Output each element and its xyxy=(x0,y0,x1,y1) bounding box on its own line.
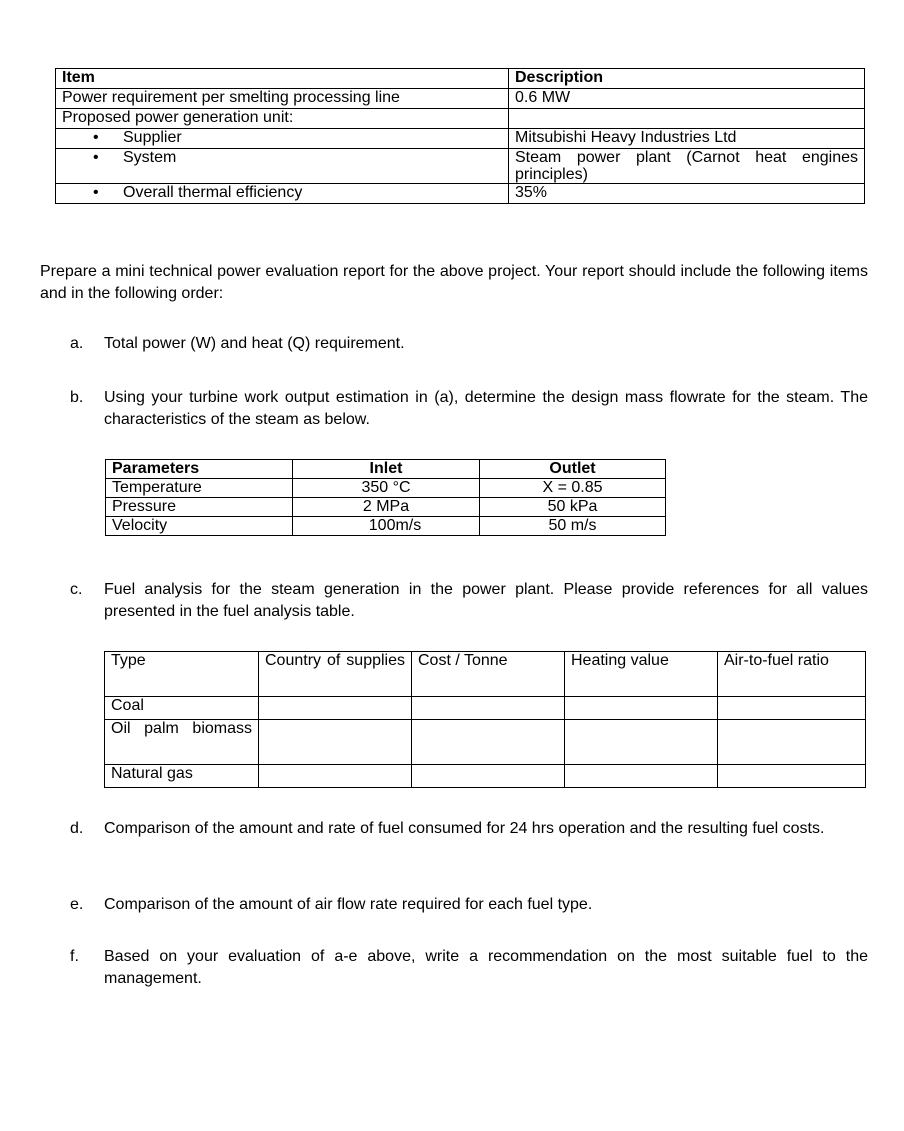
table-cell: 350 °C xyxy=(293,479,480,498)
table-cell xyxy=(412,765,565,788)
list-item-text: Based on your evaluation of a-e above, write a recommendation on the most suitable fuel to the management. xyxy=(104,948,868,987)
table-cell xyxy=(565,765,718,788)
list-item-label: e. xyxy=(70,896,84,913)
column-header-air-fuel-ratio: Air-to-fuel ratio xyxy=(718,652,866,697)
list-item-label: d. xyxy=(70,820,84,837)
table-row xyxy=(105,765,866,788)
table-cell xyxy=(718,720,866,765)
table-row xyxy=(56,184,865,204)
table-cell: Temperature xyxy=(106,479,293,498)
list-item-text: Comparison of the amount and rate of fuel consumed for 24 hrs operation and the resulting fuel costs. xyxy=(104,820,825,837)
list-item xyxy=(70,333,868,355)
column-header-description: Description xyxy=(509,69,865,89)
bullet-text: Supplier xyxy=(123,129,182,146)
column-header-cost: Cost / Tonne xyxy=(412,652,565,697)
table-row xyxy=(105,697,866,720)
table-cell xyxy=(718,765,866,788)
column-header-heating-value: Heating value xyxy=(565,652,718,697)
bullet-icon: • xyxy=(93,184,99,201)
table-cell xyxy=(259,720,412,765)
table-cell: X = 0.85 xyxy=(480,479,666,498)
column-header-outlet: Outlet xyxy=(480,460,666,479)
table-row xyxy=(106,498,666,517)
table-cell xyxy=(259,765,412,788)
table-cell xyxy=(718,697,866,720)
table-row xyxy=(56,89,865,109)
table-cell xyxy=(509,109,865,129)
table-cell xyxy=(412,720,565,765)
table-row xyxy=(106,479,666,498)
table-cell: Proposed power generation unit: xyxy=(56,109,509,129)
column-header-type: Type xyxy=(105,652,259,697)
table-cell xyxy=(56,184,509,204)
list-item xyxy=(70,818,868,840)
table-row xyxy=(56,149,865,184)
power-requirement-table xyxy=(55,68,865,204)
intro-paragraph: Prepare a mini technical power evaluation report for the above project. Your report should include the following items and in the following order: xyxy=(40,263,868,302)
table-header-row xyxy=(105,652,866,697)
table-cell: Oil palm biomass xyxy=(105,720,259,765)
list-item xyxy=(70,387,868,431)
table-cell: Natural gas xyxy=(105,765,259,788)
column-header-country: Country of supplies xyxy=(259,652,412,697)
table-cell: 100m/s xyxy=(293,517,480,536)
table-row xyxy=(56,129,865,149)
table-cell: 50 kPa xyxy=(480,498,666,517)
list-item-label: b. xyxy=(70,389,84,406)
table-cell: Velocity xyxy=(106,517,293,536)
table-cell: 50 m/s xyxy=(480,517,666,536)
bullet-icon: • xyxy=(93,149,99,166)
table-cell: Steam power plant (Carnot heat engines principles) xyxy=(509,149,865,184)
table-header-row xyxy=(106,460,666,479)
bullet-text: Overall thermal efficiency xyxy=(123,184,303,201)
table-cell xyxy=(565,697,718,720)
table-cell xyxy=(56,149,509,184)
table-cell xyxy=(259,697,412,720)
table-cell: 35% xyxy=(509,184,865,204)
table-cell xyxy=(412,697,565,720)
table-cell: 0.6 MW xyxy=(509,89,865,109)
table-row xyxy=(105,720,866,765)
list-item-label: c. xyxy=(70,581,83,598)
table-header-row xyxy=(56,69,865,89)
table-cell: Mitsubishi Heavy Industries Ltd xyxy=(509,129,865,149)
table-cell: 2 MPa xyxy=(293,498,480,517)
list-item-text: Total power (W) and heat (Q) requirement. xyxy=(104,335,405,352)
list-item xyxy=(70,946,868,990)
fuel-analysis-table xyxy=(104,651,866,788)
table-cell xyxy=(56,129,509,149)
list-item-text: Fuel analysis for the steam generation in the power plant. Please provide references for all values presented in the fuel analysis table. xyxy=(104,581,868,620)
bullet-text: System xyxy=(123,149,177,166)
table-row xyxy=(106,517,666,536)
table-cell: Power requirement per smelting processing line xyxy=(56,89,509,109)
list-item xyxy=(70,894,868,916)
table-cell: Pressure xyxy=(106,498,293,517)
list-item-text: Comparison of the amount of air flow rate required for each fuel type. xyxy=(104,896,593,913)
list-item-label: a. xyxy=(70,335,84,352)
table-cell xyxy=(565,720,718,765)
table-cell: Coal xyxy=(105,697,259,720)
column-header-parameters: Parameters xyxy=(106,460,293,479)
table-row xyxy=(56,109,865,129)
list-item xyxy=(70,579,868,623)
list-item-label: f. xyxy=(70,948,79,965)
column-header-item: Item xyxy=(56,69,509,89)
column-header-inlet: Inlet xyxy=(293,460,480,479)
bullet-icon: • xyxy=(93,129,99,146)
list-item-text: Using your turbine work output estimation in (a), determine the design mass flowrate for the steam. The characteristics of the steam as below. xyxy=(104,389,868,428)
steam-characteristics-table xyxy=(105,459,666,536)
